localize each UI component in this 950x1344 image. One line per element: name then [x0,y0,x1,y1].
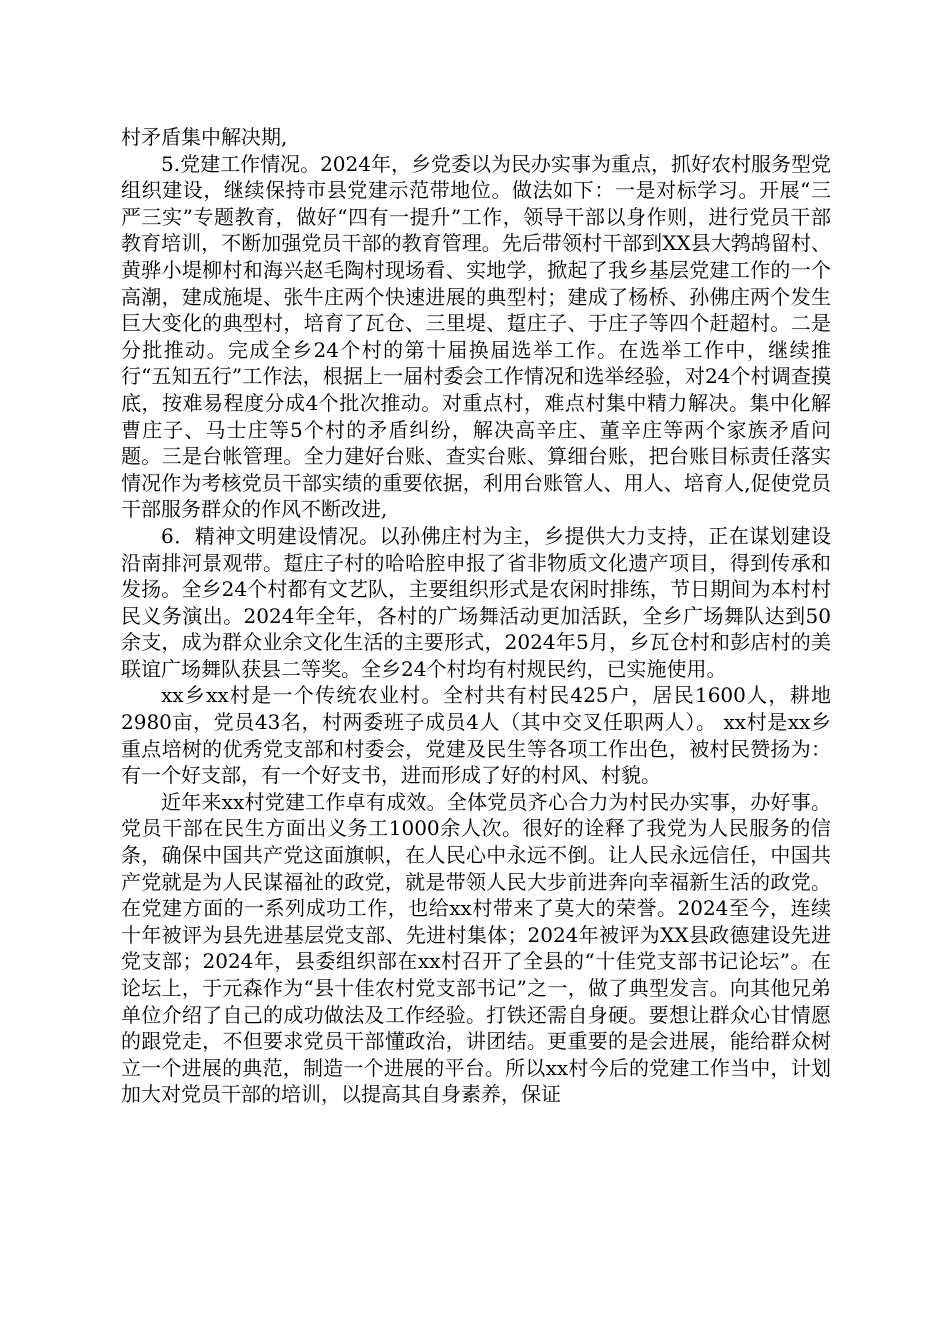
paragraph-recent-achievements: 近年来xx村党建工作卓有成效。全体党员齐心合力为村民办实事，办好事。党员干部在民生方面出义务工1000余人次。很好的诠释了我党为人民服务的信条，确保中国共产党这面旗帜，在人民心中永远不倒。让人民永远信任，中国共产党就是为人民谋福祉的政党，就是带领人民大步前进奔向幸福新生活的政党。在党建方面的一系列成功工作，也给xx村带来了莫大的荣誉。2024至今，连续十年被评为县先进基层党支部、先进村集体；2024年被评为XX县政德建设先进党支部；2024年，县委组织部在xx村召开了全县的“十佳党支部书记论坛”。在论坛上，于元森作为“县十佳农村党支部书记”之一，做了典型发言。向其他兄弟单位介绍了自己的成功做法及工作经验。打铁还需自身硬。要想让群众心甘情愿的跟党走，不但要求党员干部懂政治，讲团结。更重要的是会进展，能给群众树立一个进展的典范，制造一个进展的平台。所以xx村今后的党建工作当中，计划加大对党员干部的培训，以提高其自身素养，保证 [121,789,831,1107]
paragraph-party-building: 5.党建工作情况。2024年，乡党委以为民办实事为重点，抓好农村服务型党组织建设，继续保持市县党建示范带地位。做法如下：一是对标学习。开展“三严三实”专题教育，做好“四有一提升”工作，领导干部以身作则，进行党员干部教育培训，不断加强党员干部的教育管理。先后带领村干部到XX县大鹁鸪留村、黄骅小堤柳村和海兴赵毛陶村现场看、实地学，掀起了我乡基层党建工作的一个高潮，建成施堤、张牛庄两个快速进展的典型村；建成了杨桥、孙佛庄两个发生巨大变化的典型村，培育了瓦仓、三里堤、踅庄子、于庄子等四个赶超村。二是分批推动。完成全乡24个村的第十届换届选举工作。在选举工作中，继续推行“五知五行”工作法，根据上一届村委会工作情况和选举经验，对24个村调查摸底，按难易程度分成4个批次推动。对重点村，难点村集中精力解决。集中化解曹庄子、马士庄等5个村的矛盾纠纷，解决高辛庄、董辛庄等两个家族矛盾问题。三是台帐管理。全力建好台账、查实台账、算细台账，把台账目标责任落实情况作为考核党员干部实绩的重要依据，利用台账管人、用人、培育人,促使党员干部服务群众的作风不断改进, [121,151,831,522]
paragraph-continuation: 村矛盾集中解决期, [121,125,288,149]
paragraph-spiritual-civilization: 6．精神文明建设情况。以孙佛庄村为主，乡提供大力支持，正在谋划建设沿南排河景观带。踅庄子村的哈哈腔申报了省非物质文化遗产项目，得到传承和发扬。全乡24个村都有文艺队，主要组织形式是农闲时排练，节日期间为本村村民义务演出。2024年全年，各村的广场舞活动更加活跃，全乡广场舞队达到50余支，成为群众业余文化生活的主要形式，2024年5月，乡瓦仓村和彭店村的美联谊广场舞队获县二等奖。全乡24个村均有村规民约，已实施使用。 [121,523,831,681]
document-body [121,124,831,1108]
paragraph-village-intro: xx乡xx村是一个传统农业村。全村共有村民425户，居民1600人，耕地2980亩，党员43名，村两委班子成员4人（其中交叉任职两人）。 xx村是xx乡重点培树的优秀党支部和村委会，党建及民生等各项工作出色，被村民赞扬为：有一个好支部，有一个好支书，进而形成了好的村风、村貌。 [121,683,831,788]
